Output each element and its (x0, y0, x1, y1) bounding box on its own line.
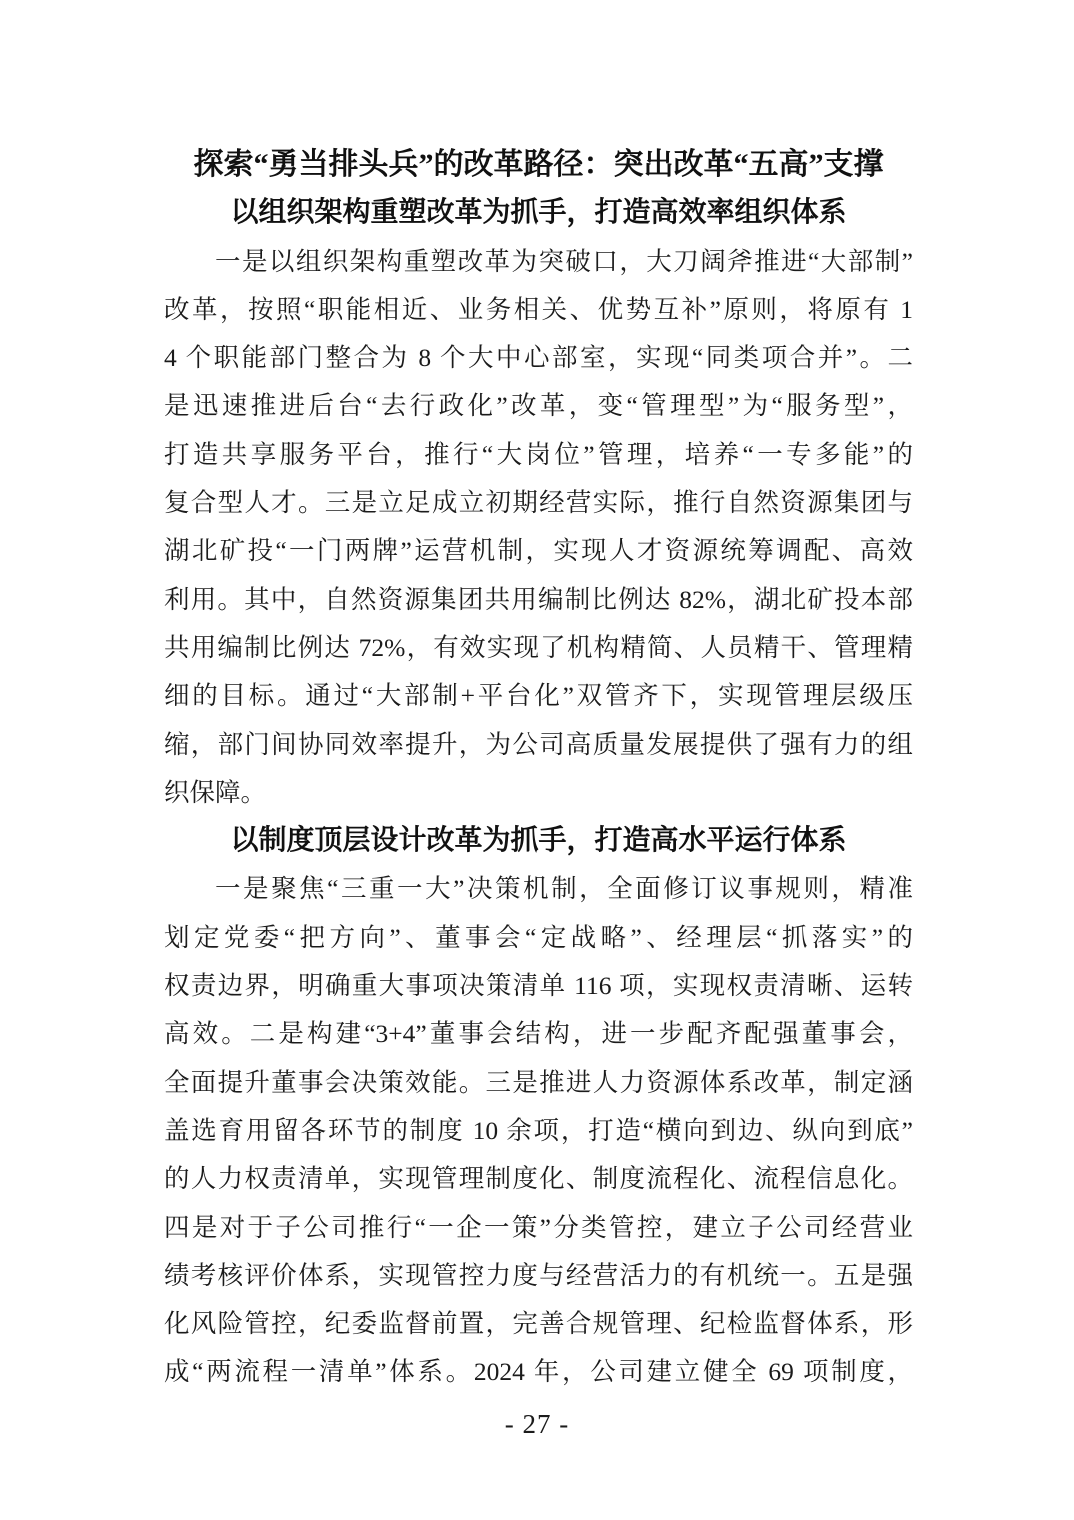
body-text-line: 4 个职能部门整合为 8 个大中心部室，实现“同类项合并”。二 (164, 343, 913, 373)
body-text-line: 改革，按照“职能相近、业务相关、优势互补”原则，将原有 1 (164, 294, 913, 324)
body-text-line: 高效。二是构建“3+4”董事会结构，进一步配齐配强董事会， (164, 1019, 913, 1049)
section-heading: 以制度顶层设计改革为抓手，打造高水平运行体系 (230, 825, 847, 857)
body-text-line: 全面提升董事会决策效能。三是推进人力资源体系改革，制定涵 (164, 1067, 913, 1097)
body-text-line: 共用编制比例达 72%，有效实现了机构精简、人员精干、管理精 (164, 632, 913, 662)
page-number: - 27 - (504, 1409, 570, 1439)
body-text-line: 绩考核评价体系，实现管控力度与经营活力的有机统一。五是强 (164, 1260, 913, 1290)
body-text-line: 复合型人才。三是立足成立初期经营实际，推行自然资源集团与 (164, 488, 913, 518)
body-text-line: 打造共享服务平台，推行“大岗位”管理，培养“一专多能”的 (164, 439, 913, 469)
body-text-line: 织保障。 (164, 777, 267, 807)
body-text-line: 细的目标。通过“大部制+平台化”双管齐下，实现管理层级压 (164, 681, 913, 711)
body-text-line: 是迅速推进后台“去行政化”改革，变“管理型”为“服务型”， (164, 391, 913, 421)
body-text-line: 成“两流程一清单”体系。2024 年，公司建立健全 69 项制度， (164, 1357, 913, 1387)
body-text-line: 盖选育用留各环节的制度 10 余项，打造“横向到边、纵向到底” (164, 1115, 913, 1145)
body-text-line: 一是聚焦“三重一大”决策机制，全面修订议事规则，精准 (215, 874, 913, 904)
section-heading: 以组织架构重塑改革为抓手，打造高效率组织体系 (230, 197, 847, 229)
body-text-line: 一是以组织架构重塑改革为突破口，大刀阔斧推进“大部制” (215, 246, 913, 276)
body-text-line: 四是对于子公司推行“一企一策”分类管控，建立子公司经营业 (164, 1212, 913, 1242)
body-text-line: 权责边界，明确重大事项决策清单 116 项，实现权责清晰、运转 (164, 971, 913, 1001)
body-text-line: 利用。其中，自然资源集团共用编制比例达 82%，湖北矿投本部 (164, 584, 913, 614)
content-column (164, 141, 913, 1397)
document-body (164, 189, 913, 1396)
body-text-line: 湖北矿投“一门两牌”运营机制，实现人才资源统筹调配、高效 (164, 536, 913, 566)
body-text-line: 划定党委“把方向”、董事会“定战略”、经理层“抓落实”的 (164, 922, 913, 952)
body-text-line: 缩，部门间协同效率提升，为公司高质量发展提供了强有力的组 (164, 729, 913, 759)
body-text-line: 的人力权责清单，实现管理制度化、制度流程化、流程信息化。 (164, 1164, 913, 1194)
body-text-line: 化风险管控，纪委监督前置，完善合规管理、纪检监督体系，形 (164, 1309, 913, 1339)
document-title: 探索“勇当排头兵”的改革路径：突出改革“五高”支撑 (193, 148, 884, 181)
